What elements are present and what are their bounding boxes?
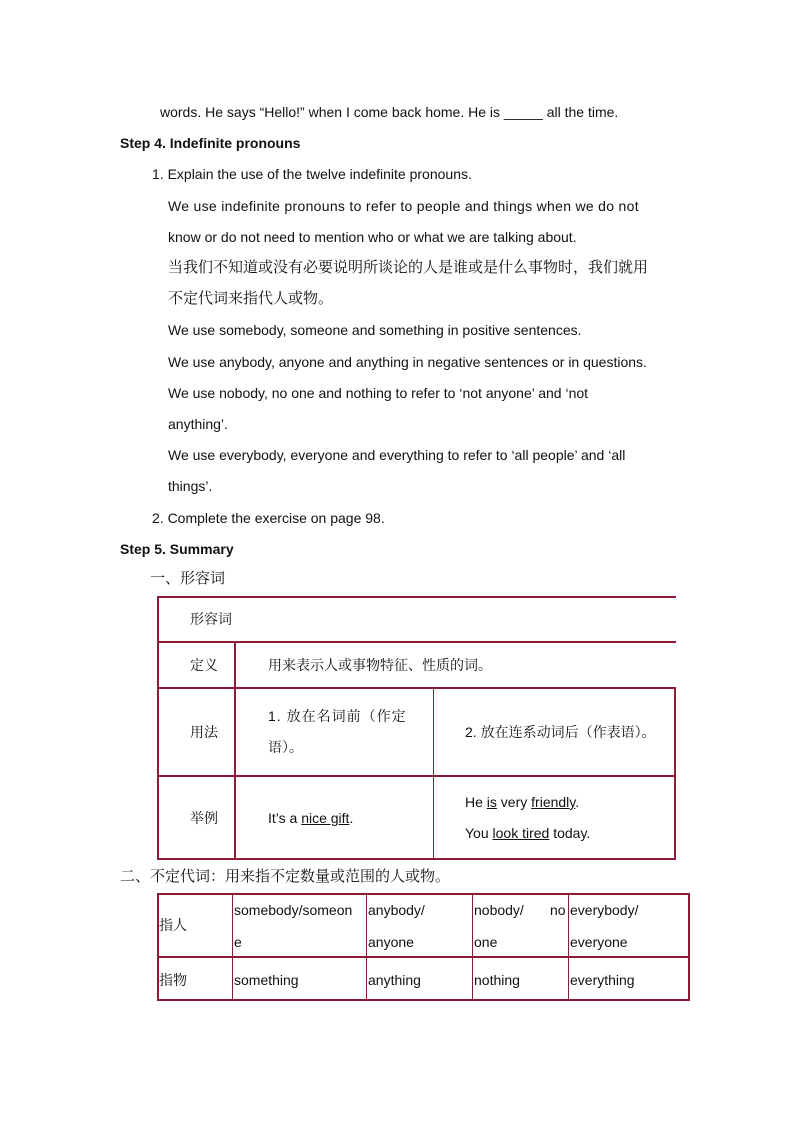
step4-p1-line2: know or do not need to mention who or what we are talking about. bbox=[168, 229, 577, 245]
table2-d4: everything bbox=[570, 972, 635, 988]
table2-c3-line2: one bbox=[474, 934, 498, 950]
table1-example2 bbox=[465, 792, 579, 812]
ex3-c: today. bbox=[549, 825, 591, 841]
intro-blank: _____ bbox=[503, 104, 543, 120]
intro-suffix: all the time. bbox=[542, 104, 619, 120]
table2-row1-label: 指人 bbox=[159, 917, 187, 933]
step4-p4: We use anybody, anyone and anything in negative sentences or in questions. bbox=[168, 354, 647, 370]
table1-example1 bbox=[268, 808, 353, 828]
step4-p2-line2: 不定代词来指代人或物。 bbox=[168, 290, 334, 307]
step4-p3: We use somebody, someone and something in positive sentences. bbox=[168, 322, 582, 338]
table2-c3-line1a: nobody/ bbox=[474, 902, 524, 918]
pronoun-table bbox=[157, 893, 690, 1001]
step4-item2: 2. Complete the exercise on page 98. bbox=[152, 510, 385, 526]
section2-heading: 二、不定代词：用来指不定数量或范围的人或物。 bbox=[120, 868, 451, 885]
table1-usage2: 2. 放在连系动词后（作表语）。 bbox=[465, 724, 656, 740]
table1-example3 bbox=[465, 823, 590, 843]
table2-c4-line1: everybody/ bbox=[570, 902, 639, 918]
table2-d1: something bbox=[234, 972, 299, 988]
intro-prefix: words. He says “Hello!” when I come back home. He is bbox=[160, 104, 504, 120]
step4-p6-line1: We use everybody, everyone and everything to refer to ‘all people’ and ‘all bbox=[168, 447, 626, 463]
table2-c4-line2: everyone bbox=[570, 934, 628, 950]
ex3-a: You bbox=[465, 825, 493, 841]
step4-p2-line1: 当我们不知道或没有必要说明所谈论的人是谁或是什么事物时，我们就用 bbox=[168, 259, 649, 276]
intro-line bbox=[160, 102, 618, 122]
section1-heading: 一、形容词 bbox=[150, 570, 226, 587]
ex2-d: friendly bbox=[531, 794, 576, 810]
step4-p5-line1: We use nobody, no one and nothing to refer to ‘not anyone’ and ‘not bbox=[168, 385, 589, 401]
table1-usage-label: 用法 bbox=[190, 724, 218, 740]
table1-definition-text: 用来表示人或事物特征、性质的词。 bbox=[268, 657, 492, 673]
ex2-e: . bbox=[575, 794, 580, 810]
table1-definition-label: 定义 bbox=[190, 657, 218, 673]
table2-c1-line2: e bbox=[234, 934, 242, 950]
step4-p5-line2: anything’. bbox=[168, 416, 228, 432]
table2-c3-line1b: no bbox=[550, 902, 566, 918]
adjective-table bbox=[157, 596, 676, 860]
table2-d3: nothing bbox=[474, 972, 520, 988]
table2-d2: anything bbox=[368, 972, 421, 988]
table1-title: 形容词 bbox=[190, 611, 232, 627]
step4-heading: Step 4. Indefinite pronouns bbox=[120, 135, 301, 151]
table2-c1-line1: somebody/someon bbox=[234, 902, 353, 918]
table2-row2-label: 指物 bbox=[159, 972, 187, 988]
step4-p6-line2: things’. bbox=[168, 478, 213, 494]
table2-c2-line2: anyone bbox=[368, 934, 414, 950]
ex2-c: very bbox=[496, 794, 532, 810]
ex1-underlined: nice gift bbox=[301, 810, 350, 826]
table2-c2-line1: anybody/ bbox=[368, 902, 425, 918]
step4-item1: 1. Explain the use of the twelve indefinite pronouns. bbox=[152, 166, 472, 182]
ex1-suffix: . bbox=[349, 810, 354, 826]
step5-heading: Step 5. Summary bbox=[120, 541, 234, 557]
ex1-prefix: It’s a bbox=[268, 810, 302, 826]
ex2-a: He bbox=[465, 794, 487, 810]
table1-usage1-line2: 语）。 bbox=[268, 739, 303, 755]
step4-p1-line1: We use indefinite pronouns to refer to people and things when we do not bbox=[168, 198, 639, 214]
ex2-b: is bbox=[486, 794, 497, 810]
table1-example-label: 举例 bbox=[190, 810, 218, 826]
table1-usage1-line1: 1. 放在名词前（作定 bbox=[268, 708, 407, 724]
ex3-b: look tired bbox=[492, 825, 550, 841]
